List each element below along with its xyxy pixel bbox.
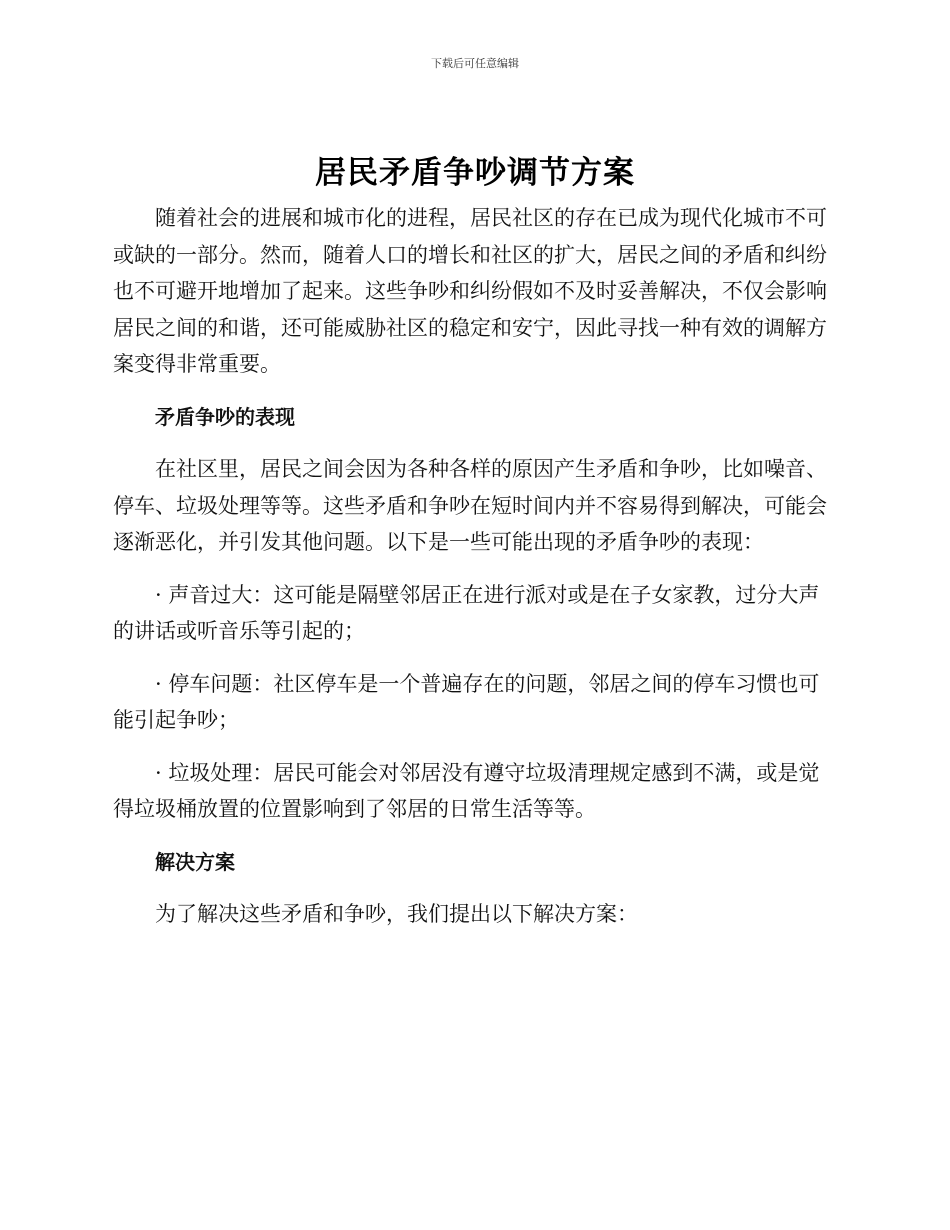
document-title: 居民矛盾争吵调节方案 [315,155,635,191]
page-header-note: 下载后可任意编辑 [431,57,519,70]
manifestations-paragraph: 在社区里，居民之间会因为各种各样的原因产生矛盾和争吵，比如噪音、停车、垃圾处理等等。这些矛盾和争吵在短时间内并不容易得到解决，可能会逐渐恶化，并引发其他问题。以下是一些可能出现的矛盾争吵的表现： [113,457,827,554]
list-item-parking: · 停车问题：社区停车是一个普遍存在的问题，邻居之间的停车习惯也可能引起争吵； [113,671,820,732]
intro-paragraph: 随着社会的进展和城市化的进程，居民社区的存在已成为现代化城市不可或缺的一部分。然而，随着人口的增长和社区的扩大，居民之间的矛盾和纠纷也不可避开地增加了起来。这些争吵和纠纷假如不及时妥善解决，不仅会影响居民之间的和谐，还可能威胁社区的稳定和安宁，因此寻找一种有效的调解方案变得非常重要。 [113,206,827,376]
list-item-noise: · 声音过大：这可能是隔壁邻居正在进行派对或是在子女家教，过分大声的讲话或听音乐等引起的； [113,582,820,643]
solutions-paragraph: 为了解决这些矛盾和争吵，我们提出以下解决方案： [155,902,638,926]
list-item-garbage: · 垃圾处理：居民可能会对邻居没有遵守垃圾清理规定感到不满，或是觉得垃圾桶放置的位置影响到了邻居的日常生活等等。 [113,760,820,821]
section-heading-manifestations: 矛盾争吵的表现 [155,404,295,429]
section-heading-solutions: 解决方案 [155,849,235,874]
document-body [113,200,833,933]
